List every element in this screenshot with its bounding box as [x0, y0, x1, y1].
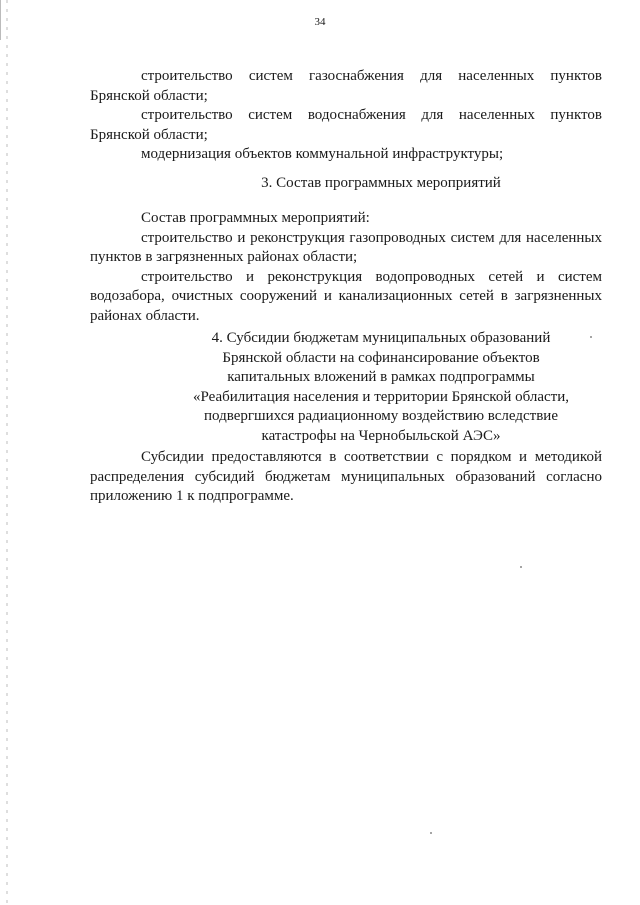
- scan-speck: [590, 336, 592, 338]
- section-3-heading: 3. Состав программных мероприятий: [261, 175, 501, 191]
- scan-binding-edge: [6, 0, 8, 905]
- heading-line: подвергшихся радиационному воздействию вследствие: [204, 408, 558, 424]
- heading-line: Брянской области на софинансирование объектов: [222, 349, 540, 366]
- section-4-heading: [90, 329, 602, 446]
- list-item: строительство и реконструкция газопроводных систем для населенных пунктов в загрязненных районах области;: [90, 229, 602, 265]
- list-item: модернизация объектов коммунальной инфраструктуры;: [141, 146, 504, 162]
- section-3-intro: Состав программных мероприятий:: [141, 210, 370, 226]
- list-item: строительство систем газоснабжения для населенных пунктов Брянской области;: [90, 68, 602, 104]
- heading-line: капитальных вложений в рамках подпрограммы: [227, 369, 535, 385]
- section-3-body: [90, 209, 602, 326]
- intro-list: [90, 67, 602, 165]
- scan-speck: [430, 832, 432, 834]
- list-item: строительство систем водоснабжения для населенных пунктов Брянской области;: [90, 107, 602, 143]
- heading-line: «Реабилитация населения и территории Брянской области,: [192, 388, 570, 405]
- heading-line: 4. Субсидии бюджетам муниципальных образований: [211, 330, 551, 346]
- heading-line: катастрофы на Чернобыльской АЭС»: [261, 427, 501, 444]
- page-number: 34: [314, 16, 326, 28]
- section-4-body: [90, 448, 602, 507]
- section-4-paragraph: Субсидии предоставляются в соответствии с порядком и методикой распределения субсидий бюджетам муниципальных образований согласно приложению 1 к подпрограмме.: [90, 449, 602, 504]
- scan-speck: [520, 566, 522, 568]
- list-item: строительство и реконструкция водопроводных сетей и систем водозабора, очистных сооружений и канализационных сетей в загрязненных районах области.: [90, 268, 602, 324]
